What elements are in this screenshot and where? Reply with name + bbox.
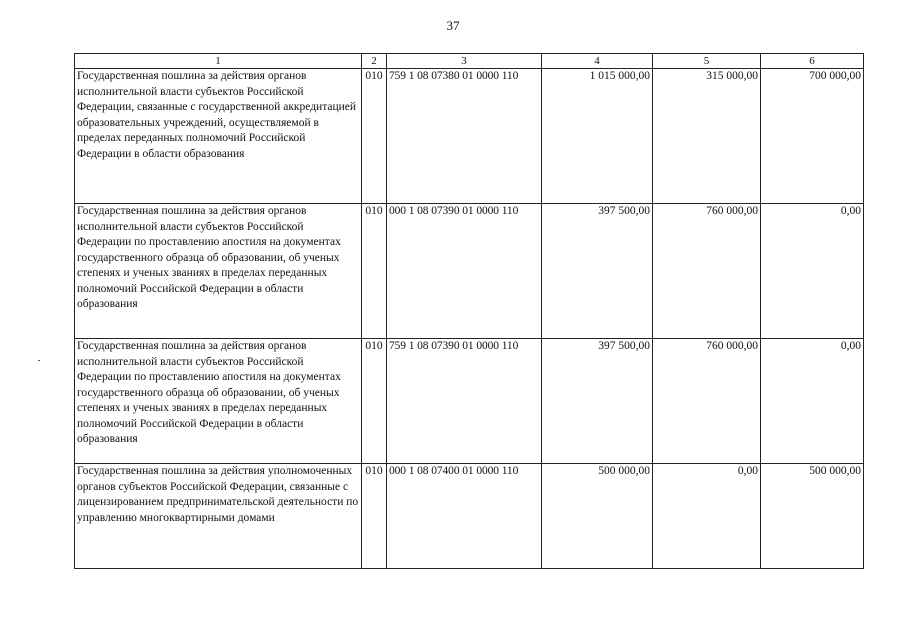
row-col4: 1 015 000,00	[542, 69, 653, 204]
scan-artifact	[38, 360, 40, 361]
row-kbk: 759 1 08 07380 01 0000 110	[387, 69, 542, 204]
row-code: 010	[362, 339, 387, 464]
row-col5: 0,00	[653, 464, 761, 569]
row-code: 010	[362, 464, 387, 569]
header-col-2: 2	[362, 54, 387, 69]
row-name: Государственная пошлина за действия органов исполнительной власти субъектов Российской Федерации, связанные с государственной аккредитацией образовательных учреждений, осуществляемой в пределах переданных полномочий Российской Федерации в области образования	[75, 69, 362, 204]
row-col6: 700 000,00	[761, 69, 864, 204]
row-col6: 0,00	[761, 339, 864, 464]
header-col-1: 1	[75, 54, 362, 69]
table-row	[75, 204, 864, 339]
header-col-5: 5	[653, 54, 761, 69]
header-col-6: 6	[761, 54, 864, 69]
row-col5: 315 000,00	[653, 69, 761, 204]
header-col-4: 4	[542, 54, 653, 69]
table-header-row	[75, 54, 864, 69]
row-col4: 397 500,00	[542, 339, 653, 464]
row-code: 010	[362, 69, 387, 204]
budget-table	[74, 53, 864, 569]
table-row	[75, 339, 864, 464]
row-col5: 760 000,00	[653, 204, 761, 339]
row-kbk: 000 1 08 07390 01 0000 110	[387, 204, 542, 339]
header-col-3: 3	[387, 54, 542, 69]
row-col6: 500 000,00	[761, 464, 864, 569]
table-row	[75, 69, 864, 204]
row-col6: 0,00	[761, 204, 864, 339]
row-kbk: 000 1 08 07400 01 0000 110	[387, 464, 542, 569]
row-col4: 500 000,00	[542, 464, 653, 569]
table-row	[75, 464, 864, 569]
row-code: 010	[362, 204, 387, 339]
row-name: Государственная пошлина за действия органов исполнительной власти субъектов Российской Федерации по проставлению апостиля на документах государственного образца об образовании, об ученых степенях и ученых званиях в пределах переданных полномочий Российской Федерации в области образования	[75, 204, 362, 339]
page-number: 37	[446, 18, 460, 33]
row-name: Государственная пошлина за действия органов исполнительной власти субъектов Российской Федерации по проставлению апостиля на документах государственного образца об образовании, об ученых степенях и ученых званиях в пределах переданных полномочий Российской Федерации в области образования	[75, 339, 362, 464]
row-col4: 397 500,00	[542, 204, 653, 339]
row-col5: 760 000,00	[653, 339, 761, 464]
row-name: Государственная пошлина за действия уполномоченных органов субъектов Российской Федерации, связанные с лицензированием предпринимательской деятельности по управлению многоквартирными домами	[75, 464, 362, 569]
row-kbk: 759 1 08 07390 01 0000 110	[387, 339, 542, 464]
